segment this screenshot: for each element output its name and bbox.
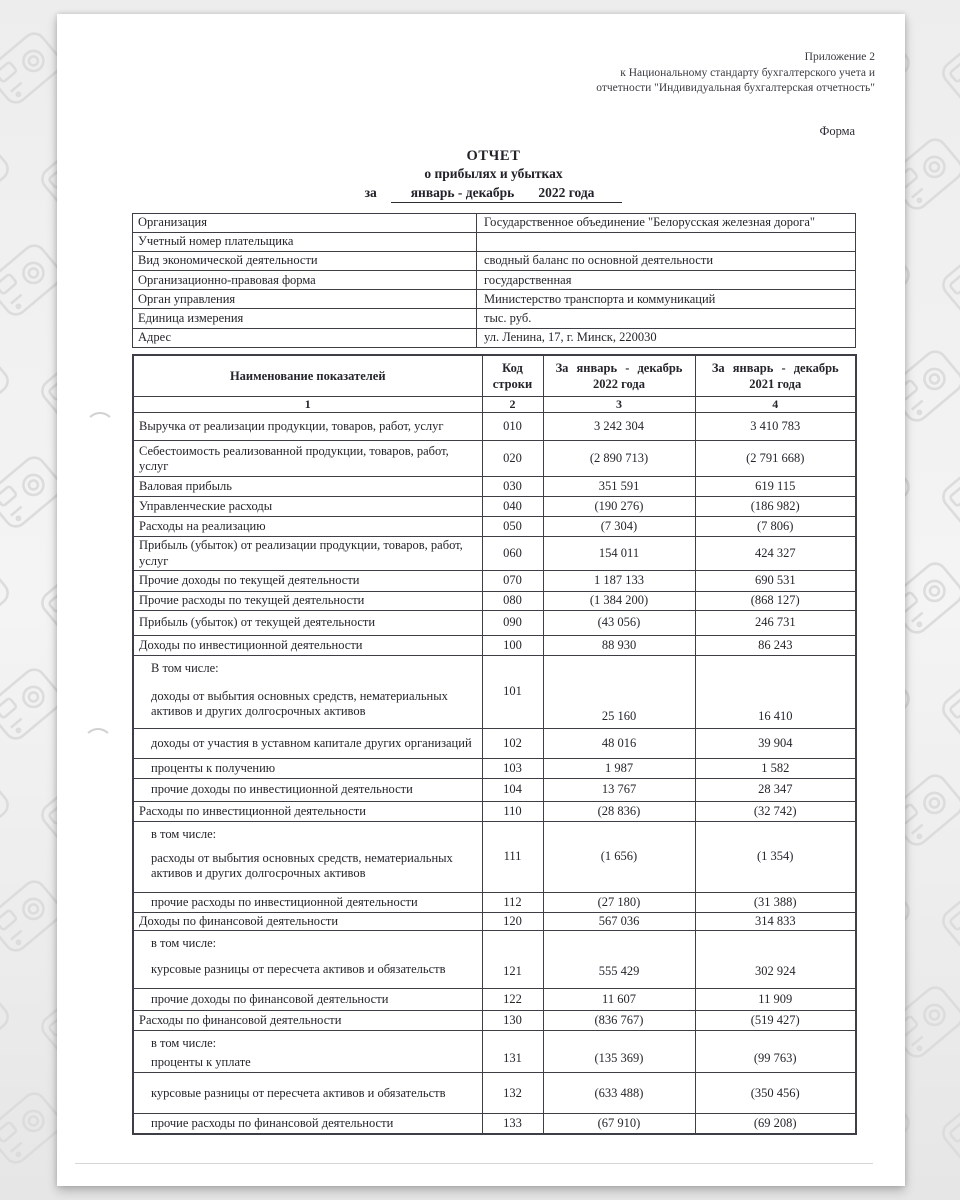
device-watermark-icon — [939, 877, 960, 955]
page-fold-line — [75, 1163, 873, 1164]
appendix-line: Приложение 2 — [804, 51, 875, 63]
row-code: 112 — [482, 892, 543, 912]
report-row-080 — [133, 591, 856, 610]
row-code: 090 — [482, 610, 543, 635]
device-watermark-icon — [568, 0, 648, 1]
device-watermark-icon — [0, 347, 12, 425]
device-watermark-icon — [939, 241, 960, 319]
report-row-103 — [133, 758, 856, 778]
row-value-2022: (43 056) — [543, 610, 695, 635]
info-value: Министерство транспорта и коммуникаций — [477, 290, 856, 309]
row-code: 130 — [482, 1011, 543, 1031]
device-watermark-icon — [0, 983, 12, 1061]
row-name: Прочие доходы по текущей деятельности — [139, 573, 360, 588]
row-code: 020 — [482, 441, 543, 477]
row-name: расходы от выбытия основных средств, нематериальных активов и других долгосрочных активов — [151, 851, 453, 881]
info-label: Организация — [133, 213, 477, 232]
report-row-070 — [133, 570, 856, 591]
row-value-2022: 1 987 — [543, 758, 695, 778]
row-name: прочие расходы по финансовой деятельности — [151, 1116, 394, 1131]
row-value-2022: (2 890 713) — [543, 441, 695, 477]
info-row — [133, 232, 856, 251]
row-value-2021: (186 982) — [695, 497, 856, 517]
row-name: проценты к получению — [151, 760, 276, 775]
row-code: 122 — [482, 989, 543, 1011]
report-row-132 — [133, 1073, 856, 1114]
row-value-2022: 13 767 — [543, 778, 695, 801]
report-row-110 — [133, 801, 856, 821]
info-row — [133, 328, 856, 347]
device-watermark-icon — [939, 453, 960, 531]
row-value-2021: 3 410 783 — [695, 413, 856, 441]
period-2021-line1: За январь - декабрь — [711, 360, 839, 375]
row-value-2021: 11 909 — [695, 989, 856, 1011]
info-row — [133, 251, 856, 270]
column-number-1: 1 — [133, 396, 482, 413]
column-header-2022 — [543, 355, 695, 397]
column-header-name: Наименование показателей — [133, 355, 482, 397]
report-row-131 — [133, 1031, 856, 1073]
row-name: Выручка от реализации продукции, товаров, работ, услуг — [139, 419, 444, 434]
code-header-line1: Код — [502, 360, 523, 375]
row-value-2021: 619 115 — [695, 477, 856, 497]
report-row-020 — [133, 441, 856, 477]
row-code: 132 — [482, 1073, 543, 1114]
info-label: Организационно-правовая форма — [133, 271, 477, 290]
row-code: 030 — [482, 477, 543, 497]
row-name: курсовые разницы от пересчета активов и обязательств — [151, 1085, 446, 1100]
row-value-2022: 154 011 — [543, 537, 695, 571]
row-value-2022: (67 910) — [543, 1114, 695, 1135]
row-value-2022: (190 276) — [543, 497, 695, 517]
row-subheader: в том числе: — [151, 1036, 217, 1051]
device-watermark-icon — [780, 0, 860, 1]
row-value-2021: (519 427) — [695, 1011, 856, 1031]
info-row — [133, 309, 856, 328]
code-header-line2: строки — [492, 376, 533, 391]
info-label: Адрес — [133, 328, 477, 347]
report-row-030 — [133, 477, 856, 497]
device-watermark-icon — [0, 559, 12, 637]
device-watermark-icon — [0, 29, 65, 107]
row-name: прочие доходы по финансовой деятельности — [151, 992, 389, 1007]
row-value-2022: (28 836) — [543, 801, 695, 821]
device-watermark-icon — [0, 1089, 65, 1167]
period-2021-line2: 2021 года — [749, 376, 802, 391]
row-name: Расходы по финансовой деятельности — [139, 1013, 342, 1028]
row-value-2021: (32 742) — [695, 801, 856, 821]
paper-sheet — [57, 14, 905, 1186]
row-value-2021: (99 763) — [695, 1031, 856, 1073]
row-value-2021: (7 806) — [695, 517, 856, 537]
column-number-row — [133, 396, 856, 413]
row-value-2021: 246 731 — [695, 610, 856, 635]
row-value-2021: 302 924 — [695, 931, 856, 989]
row-value-2022: (27 180) — [543, 892, 695, 912]
row-value-2022: 48 016 — [543, 728, 695, 758]
row-name: Себестоимость реализованной продукции, товаров, работ, услуг — [139, 443, 449, 473]
row-value-2022: (1 656) — [543, 821, 695, 892]
row-name: Прибыль (убыток) от реализации продукции, товаров, работ, услуг — [139, 538, 463, 568]
row-value-2022: 567 036 — [543, 912, 695, 930]
row-name: доходы от выбытия основных средств, нематериальных активов и других долгосрочных активов — [151, 689, 448, 719]
row-code: 121 — [482, 931, 543, 989]
info-label: Учетный номер плательщика — [133, 232, 477, 251]
row-value-2021: (2 791 668) — [695, 441, 856, 477]
report-row-121 — [133, 931, 856, 989]
row-code: 120 — [482, 912, 543, 930]
report-title — [132, 148, 855, 203]
row-name: Доходы по финансовой деятельности — [139, 913, 339, 928]
device-watermark-icon — [939, 665, 960, 743]
column-header-2021 — [695, 355, 856, 397]
hole-punch-mark — [85, 412, 115, 442]
report-row-060 — [133, 537, 856, 571]
info-value — [477, 232, 856, 251]
row-value-2021: (350 456) — [695, 1073, 856, 1114]
report-row-112 — [133, 892, 856, 912]
device-watermark-icon — [0, 453, 65, 531]
row-name: проценты к уплате — [151, 1055, 251, 1070]
row-code: 102 — [482, 728, 543, 758]
row-name: Расходы по инвестиционной деятельности — [139, 803, 366, 818]
row-value-2021: 314 833 — [695, 912, 856, 930]
report-row-090 — [133, 610, 856, 635]
device-watermark-icon — [0, 877, 65, 955]
row-code: 103 — [482, 758, 543, 778]
row-code: 131 — [482, 1031, 543, 1073]
row-value-2021: (69 208) — [695, 1114, 856, 1135]
main-table — [132, 354, 857, 1135]
hole-punch-mark — [83, 728, 113, 758]
row-name: Валовая прибыль — [139, 479, 232, 494]
row-name: Доходы по инвестиционной деятельности — [139, 637, 363, 652]
row-code: 040 — [482, 497, 543, 517]
main-table-header-row — [133, 355, 856, 397]
info-label: Единица измерения — [133, 309, 477, 328]
report-row-102 — [133, 728, 856, 758]
column-number-4: 4 — [695, 396, 856, 413]
appendix-line: к Национальному стандарту бухгалтерского учета и — [620, 66, 875, 79]
report-row-122 — [133, 989, 856, 1011]
row-value-2021: (31 388) — [695, 892, 856, 912]
row-value-2021: 86 243 — [695, 635, 856, 655]
device-watermark-icon — [0, 771, 12, 849]
row-code: 100 — [482, 635, 543, 655]
row-value-2022: 351 591 — [543, 477, 695, 497]
row-value-2021: 39 904 — [695, 728, 856, 758]
row-subheader: В том числе: — [151, 660, 219, 675]
row-value-2022: (633 488) — [543, 1073, 695, 1114]
row-name: курсовые разницы от пересчета активов и обязательств — [151, 962, 446, 977]
row-name: доходы от участия в уставном капитале других организаций — [151, 735, 472, 750]
title-period-year: 2022 года — [538, 184, 595, 200]
period-2022-line1: За январь - декабрь — [555, 360, 683, 375]
row-value-2022: (135 369) — [543, 1031, 695, 1073]
info-value: Государственное объединение "Белорусская железная дорога" — [477, 213, 856, 232]
info-value: государственная — [477, 271, 856, 290]
device-watermark-icon — [0, 0, 12, 1]
row-code: 060 — [482, 537, 543, 571]
device-watermark-icon — [939, 1089, 960, 1167]
row-subheader: в том числе: — [151, 826, 217, 841]
device-watermark-icon — [0, 665, 65, 743]
title-period-range: январь - декабрь — [410, 184, 515, 200]
title-period-underline — [391, 185, 623, 203]
row-value-2022: 1 187 133 — [543, 570, 695, 591]
row-code: 050 — [482, 517, 543, 537]
row-name: Прочие расходы по текущей деятельности — [139, 593, 365, 608]
device-watermark-icon — [462, 0, 542, 1]
form-label: Форма — [819, 123, 855, 138]
row-value-2022: 555 429 — [543, 931, 695, 989]
row-code: 110 — [482, 801, 543, 821]
report-row-111 — [133, 821, 856, 892]
device-watermark-icon — [886, 0, 960, 1]
info-label: Орган управления — [133, 290, 477, 309]
row-value-2022: (1 384 200) — [543, 591, 695, 610]
row-value-2021: 28 347 — [695, 778, 856, 801]
title-period-prefix: за — [364, 184, 377, 200]
report-row-101 — [133, 655, 856, 728]
report-row-133 — [133, 1114, 856, 1135]
row-value-2022: 3 242 304 — [543, 413, 695, 441]
row-value-2021: 424 327 — [695, 537, 856, 571]
device-watermark-icon — [0, 135, 12, 213]
info-row — [133, 290, 856, 309]
title-period — [132, 185, 855, 203]
appendix-note — [57, 14, 875, 97]
device-watermark-icon — [939, 29, 960, 107]
column-header-code — [482, 355, 543, 397]
row-value-2021: 16 410 — [695, 655, 856, 728]
report-row-120 — [133, 912, 856, 930]
info-table — [132, 213, 856, 348]
row-code: 111 — [482, 821, 543, 892]
row-code: 101 — [482, 655, 543, 728]
device-watermark-icon — [250, 0, 330, 1]
column-number-3: 3 — [543, 396, 695, 413]
appendix-line: отчетности "Индивидуальная бухгалтерская отчетность" — [596, 82, 875, 94]
info-label: Вид экономической деятельности — [133, 251, 477, 270]
row-name: прочие расходы по инвестиционной деятельности — [151, 894, 418, 909]
report-row-010 — [133, 413, 856, 441]
row-value-2022: 25 160 — [543, 655, 695, 728]
device-watermark-icon — [0, 241, 65, 319]
row-value-2021: 690 531 — [695, 570, 856, 591]
device-watermark-icon — [38, 0, 118, 1]
row-name: Управленческие расходы — [139, 499, 273, 514]
row-value-2021: 1 582 — [695, 758, 856, 778]
period-2022-line2: 2022 года — [593, 376, 645, 391]
row-value-2022: 11 607 — [543, 989, 695, 1011]
row-code: 080 — [482, 591, 543, 610]
row-value-2021: (868 127) — [695, 591, 856, 610]
title-line1: ОТЧЕТ — [466, 147, 521, 164]
row-name: Прибыль (убыток) от текущей деятельности — [139, 615, 376, 630]
row-value-2021: (1 354) — [695, 821, 856, 892]
info-row — [133, 271, 856, 290]
device-watermark-icon — [144, 0, 224, 1]
row-code: 070 — [482, 570, 543, 591]
device-watermark-icon — [356, 0, 436, 1]
row-value-2022: (836 767) — [543, 1011, 695, 1031]
info-value: ул. Ленина, 17, г. Минск, 220030 — [477, 328, 856, 347]
info-value: сводный баланс по основной деятельности — [477, 251, 856, 270]
report-row-104 — [133, 778, 856, 801]
column-number-2: 2 — [482, 396, 543, 413]
row-name: Расходы на реализацию — [139, 519, 266, 534]
report-row-040 — [133, 497, 856, 517]
main-table-body — [133, 413, 856, 1134]
device-watermark-icon — [674, 0, 754, 1]
row-subheader: в том числе: — [151, 936, 217, 951]
report-row-050 — [133, 517, 856, 537]
report-row-100 — [133, 635, 856, 655]
row-value-2022: (7 304) — [543, 517, 695, 537]
row-code: 010 — [482, 413, 543, 441]
info-row — [133, 213, 856, 232]
report-row-130 — [133, 1011, 856, 1031]
row-name: прочие доходы по инвестиционной деятельности — [151, 782, 413, 797]
row-value-2022: 88 930 — [543, 635, 695, 655]
row-code: 133 — [482, 1114, 543, 1135]
info-value: тыс. руб. — [477, 309, 856, 328]
title-line2: о прибылях и убытках — [424, 165, 563, 181]
row-code: 104 — [482, 778, 543, 801]
